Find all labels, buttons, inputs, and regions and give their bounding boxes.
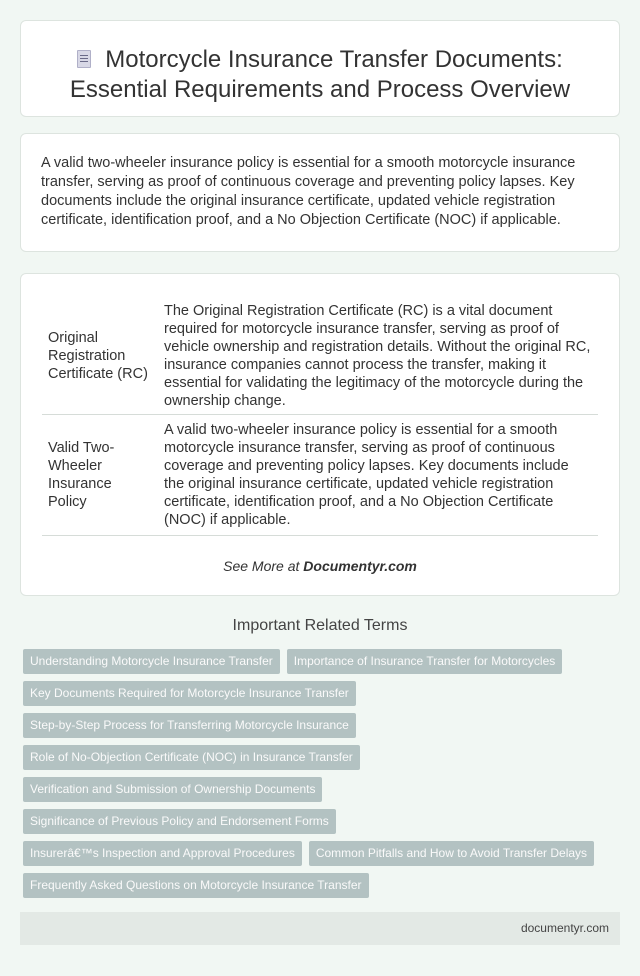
related-terms-heading: Important Related Terms	[232, 617, 408, 634]
document-icon	[77, 50, 91, 68]
definitions-table	[42, 298, 598, 536]
see-more-site: Documentyr.com	[303, 558, 417, 574]
description-cell: A valid two-wheeler insurance policy is essential for a smooth motorcycle insurance transfer, serving as proof of continuous coverage and preventing policy lapses. Key documents include the original insurance certificate, updated vehicle registration certificate, identification proof, and a No Objection Certificate (NOC) if applicable.	[158, 415, 598, 536]
related-terms-list	[20, 649, 620, 905]
intro-card	[20, 133, 620, 252]
table-row	[42, 298, 598, 415]
title-card	[20, 20, 620, 117]
see-more-link[interactable]	[21, 558, 619, 574]
related-term-tag[interactable]: Common Pitfalls and How to Avoid Transfer Delays	[309, 841, 594, 866]
see-more-prefix: See More at	[223, 558, 304, 574]
related-term-tag[interactable]: Frequently Asked Questions on Motorcycle Insurance Transfer	[23, 873, 369, 898]
related-term-tag[interactable]: Importance of Insurance Transfer for Motorcycles	[287, 649, 562, 674]
definitions-card	[20, 273, 620, 596]
related-term-tag[interactable]: Verification and Submission of Ownership Documents	[23, 777, 322, 802]
page-title-text: Motorcycle Insurance Transfer Documents: Essential Requirements and Process Overview	[69, 46, 571, 103]
table-row	[42, 415, 598, 536]
related-term-tag[interactable]: Significance of Previous Policy and Endorsement Forms	[23, 809, 336, 834]
term-cell: Original Registration Certificate (RC)	[42, 298, 158, 415]
related-term-tag[interactable]: Role of No-Objection Certificate (NOC) in Insurance Transfer	[23, 745, 360, 770]
footer	[20, 912, 620, 945]
term-cell: Valid Two-Wheeler Insurance Policy	[42, 415, 158, 536]
footer-site[interactable]: documentyr.com	[520, 921, 609, 935]
description-cell: The Original Registration Certificate (RC) is a vital document required for motorcycle insurance transfer, serving as proof of vehicle ownership and registration details. Without the original RC, insurance companies cannot process the transfer, making it essential for validating the legitimacy of the motorcycle during the ownership change.	[158, 298, 598, 415]
related-term-tag[interactable]: Key Documents Required for Motorcycle Insurance Transfer	[23, 681, 356, 706]
related-term-tag[interactable]: Step-by-Step Process for Transferring Motorcycle Insurance	[23, 713, 356, 738]
intro-paragraph: A valid two-wheeler insurance policy is essential for a smooth motorcycle insurance transfer, serving as proof of continuous coverage and preventing policy lapses. Key documents include the original insurance certificate, updated vehicle registration certificate, identification proof, and a No Objection Certificate (NOC) if applicable.	[41, 155, 576, 228]
related-term-tag[interactable]: Understanding Motorcycle Insurance Transfer	[23, 649, 280, 674]
page-title	[21, 21, 619, 105]
related-term-tag[interactable]: Insurerâ€™s Inspection and Approval Procedures	[23, 841, 302, 866]
